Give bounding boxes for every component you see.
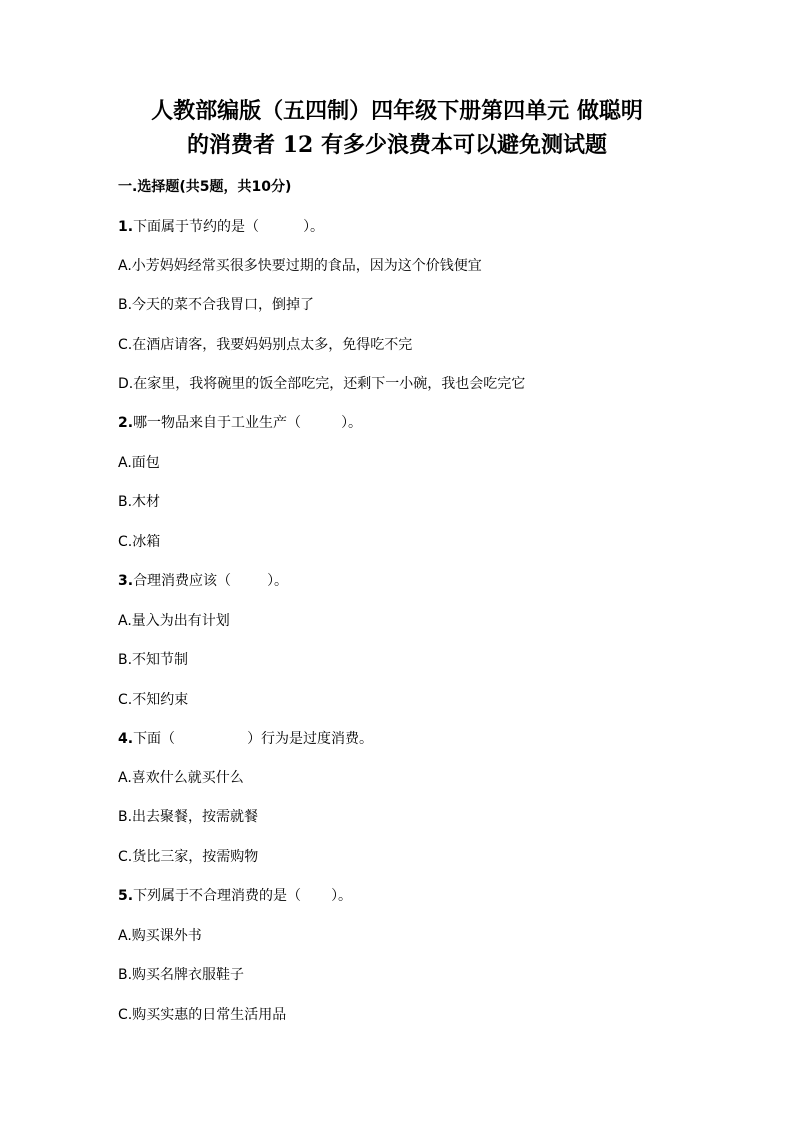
option-3b: B.不知节制 xyxy=(118,652,189,668)
option-4c: C.货比三家，按需购物 xyxy=(118,849,259,865)
page-title xyxy=(100,94,694,162)
option-3c: C.不知约束 xyxy=(118,692,189,708)
question-text-end: ）。 xyxy=(303,219,325,235)
title-line-1: 人教部编版（五四制）四年级下册第四单元 做聪明 xyxy=(151,98,643,124)
section-heading: 一.选择题(共5题，共10分) xyxy=(118,179,292,195)
question-text-end: ）。 xyxy=(331,888,353,904)
question-text: 合理消费应该（ xyxy=(133,573,232,589)
question-number: 1. xyxy=(118,219,134,235)
option-4b: B.出去聚餐，按需就餐 xyxy=(118,809,259,825)
question-text: 下面属于节约的是（ xyxy=(133,219,260,235)
question-number: 4. xyxy=(118,731,134,747)
question-1-stem xyxy=(118,217,324,237)
question-text-end: ）。 xyxy=(267,573,289,589)
option-5b: B.购买名牌衣服鞋子 xyxy=(118,967,245,983)
option-2a: A.面包 xyxy=(118,455,160,471)
question-text: 下列属于不合理消费的是（ xyxy=(133,888,302,904)
question-text-end: ）行为是过度消费。 xyxy=(247,731,374,747)
question-text: 哪一物品来自于工业生产（ xyxy=(133,415,302,431)
option-5c: C.购买实惠的日常生活用品 xyxy=(118,1007,287,1023)
question-text-end: ）。 xyxy=(341,415,363,431)
title-line-2: 的消费者 12 有多少浪费本可以避免测试题 xyxy=(187,132,607,158)
question-number: 2. xyxy=(118,415,134,431)
option-2b: B.木材 xyxy=(118,494,161,510)
question-2-stem xyxy=(118,413,362,433)
option-1a: A.小芳妈妈经常买很多快要过期的食品，因为这个价钱便宜 xyxy=(118,258,482,274)
option-4a: A.喜欢什么就买什么 xyxy=(118,770,244,786)
option-1b: B.今天的菜不合我胃口，倒掉了 xyxy=(118,297,315,313)
question-number: 3. xyxy=(118,573,134,589)
option-1c: C.在酒店请客，我要妈妈别点太多，免得吃不完 xyxy=(118,337,413,353)
question-text: 下面（ xyxy=(133,731,176,747)
option-3a: A.量入为出有计划 xyxy=(118,613,230,629)
question-5-stem xyxy=(118,886,352,906)
option-2c: C.冰箱 xyxy=(118,534,161,550)
question-number: 5. xyxy=(118,888,134,904)
question-4-stem xyxy=(118,729,373,749)
option-1d: D.在家里，我将碗里的饭全部吃完，还剩下一小碗，我也会吃完它 xyxy=(118,376,526,392)
question-3-stem xyxy=(118,571,288,591)
option-5a: A.购买课外书 xyxy=(118,928,202,944)
